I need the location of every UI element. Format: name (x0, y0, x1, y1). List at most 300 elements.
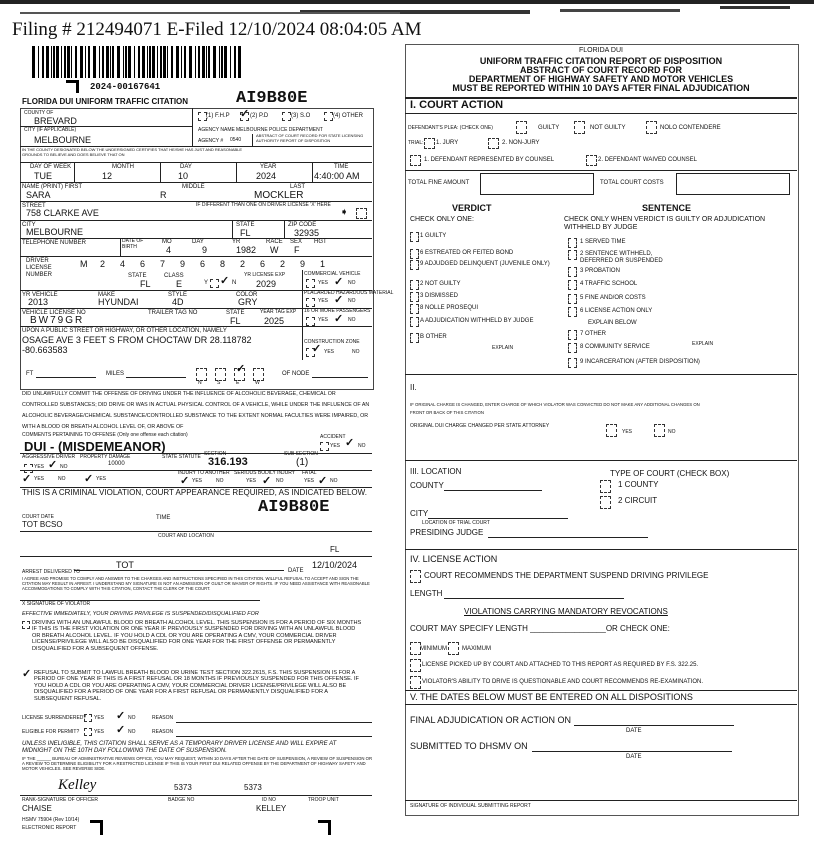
construction-yes-check[interactable]: ✓ (312, 343, 322, 355)
barcode-bar (93, 46, 96, 78)
barcode-bar (230, 46, 231, 78)
dl-y: Y (204, 280, 209, 286)
surr-yes: YES (94, 715, 105, 721)
sentence-option: 4 TRAFFIC SCHOOL (580, 281, 638, 287)
suspended-text: EFFECTIVE IMMEDIATELY, YOUR DRIVING PRIVILEGE IS SUSPENDED/DISQUALIFIED FOR (22, 611, 259, 617)
barcode-bar (149, 46, 151, 78)
style-value: 4D (172, 297, 184, 307)
dl-char: 9 (180, 259, 186, 269)
race-value: W (270, 245, 279, 255)
trial-jury[interactable]: 1. JURY (436, 140, 459, 146)
mo-value: 4 (166, 245, 172, 255)
acc-yes: YES (330, 443, 341, 449)
surr-no-check[interactable]: ✓ (116, 710, 126, 722)
verdict-box[interactable] (410, 249, 419, 259)
trial-non-jury[interactable]: 2. NON-JURY (502, 140, 540, 146)
state-value: FL (240, 228, 251, 238)
barcode-bar (134, 46, 135, 78)
acc-no-check[interactable]: ✓ (345, 437, 355, 449)
elig-yes: YES (94, 729, 105, 735)
fat-no: NO (330, 478, 338, 484)
barcode-bar (219, 46, 220, 78)
month-value: 12 (102, 171, 113, 181)
sentence-option: 9 INCARCERATION (AFTER DISPOSITION) (580, 359, 700, 365)
verdict-box[interactable] (410, 304, 419, 314)
counsel-represented[interactable]: 1. DEFENDANT REPRESENTED BY COUNSEL (424, 157, 555, 163)
corner-mark-br (318, 820, 331, 835)
sentence-box[interactable] (568, 307, 577, 317)
dl-state-label: STATE (128, 273, 147, 279)
city-value: MELBOURNE (34, 135, 92, 145)
mo-label: MO (162, 239, 172, 245)
barcode-bar (224, 46, 227, 78)
minimum-option[interactable]: MINIMUM (420, 646, 447, 652)
section-3-title: III. LOCATION (410, 467, 462, 476)
judge-label: PRESIDING JUDGE (410, 528, 484, 537)
last-label: LAST (290, 184, 306, 190)
plea-not-guilty[interactable]: NOT GUILTY (590, 125, 626, 131)
verdict-box[interactable] (410, 333, 419, 343)
barcode-bar (171, 46, 173, 78)
dl-char: 1 (320, 259, 326, 269)
cdl-no-check[interactable]: ✓ (334, 276, 344, 288)
sentence-box[interactable] (568, 280, 577, 290)
inj-no: NO (216, 478, 224, 484)
barcode-number: 2024-00167641 (90, 82, 161, 92)
ser-yes: YES (246, 478, 257, 484)
make-value: HYUNDAI (98, 297, 139, 307)
elig-no: NO (128, 729, 136, 735)
tag-state-label: STATE (226, 310, 245, 316)
barcode-bar (128, 46, 131, 78)
certify-text: IN THE COUNTY DESIGNATED BELOW THE UNDERSIGNED CERTIFIES THAT HE/SHE HAS JUST AND REASONABLE GROUNDS TO BELIEVE AND DOES BELIEVE THAT ON (22, 147, 243, 157)
barcode-bar (176, 46, 179, 78)
submitted-date-label: DATE (626, 754, 642, 760)
cdl-label: COMMERCIAL VEHICLE (304, 271, 361, 277)
sentence-box[interactable] (568, 330, 577, 340)
row2-yes-1: YES (34, 476, 45, 482)
city-label: CITY (IF APPLICABLE) (24, 127, 77, 133)
sentence-option: 5 FINE AND/OR COSTS (580, 295, 646, 301)
yr-value: 1982 (236, 245, 257, 255)
dl-char: 6 (260, 259, 266, 269)
sentence-explain: EXPLAIN (692, 341, 714, 347)
section-4-title: IV. LICENSE ACTION (410, 554, 498, 564)
sentence-option: EXPLAIN BELOW (588, 320, 637, 326)
dl-char: 7 (160, 259, 166, 269)
officer-signature: Kelley (58, 777, 97, 793)
sentence-box[interactable] (568, 250, 577, 260)
id-label: ID NO (262, 797, 276, 803)
day2-value: 9 (202, 245, 208, 255)
citation-number-2: AI9B80E (258, 498, 330, 517)
loc-city-label: CITY (410, 509, 429, 518)
form-title: FLORIDA DUI UNIFORM TRAFFIC CITATION (22, 97, 189, 106)
top-scan-band (0, 0, 814, 18)
vtag-label: VEHICLE LICENSE NO (22, 310, 86, 316)
serious-no-check[interactable]: ✓ (262, 475, 272, 487)
agg-no: NO (60, 464, 68, 470)
violation-yes-check[interactable]: ✓ (22, 473, 32, 485)
maximum-option[interactable]: MAXIMUM (462, 646, 491, 652)
plea-label: DEFENDANT'S PLEA: (CHECK ONE) (408, 125, 493, 131)
race-label: RACE (266, 239, 283, 245)
dl-char: 6 (200, 259, 206, 269)
inj-yes: YES (192, 478, 203, 484)
dl-label: DRIVER LICENSE NUMBER (26, 258, 53, 278)
bureau-text: IF THE ______ BUREAU OF ADMINISTRATIVE REVIEWS OFFICE, YOU MAY REQUEST, WITHIN 10 DAYS AFTER THE DATE OF SUSPENSION, A REVIEW OF SUSPENSION OR A REVIEW TO DETERMINE ELIGIBILITY FOR A RESTRICTED LICENSE IF THIS IS YOUR FIRST DUI RELATED OFFENSE BY THE DEPARTMENT OF HIGHWAY SAFETY AND MOTOR VEHICLES. SEE REVERSE SIDE. (22, 756, 373, 771)
refusal-check[interactable]: ✓ (22, 668, 32, 680)
dl-char: 2 (100, 259, 106, 269)
construction-label: CONSTRUCTION ZONE (304, 339, 360, 345)
court-type-label: TYPE OF COURT (CHECK BOX) (610, 469, 730, 478)
diff-address-note: IF DIFFERENT THAN ONE ON DRIVER LICENSE 'X' HERE (196, 202, 331, 208)
form-number: HSMV 75904 (Rev 10/14) (22, 817, 80, 823)
offense-text: DID UNLAWFULLY COMMIT THE OFFENSE OF DRIVING UNDER THE INFLUENCE OF ALCOHOLIC BEVERAGE, CHEMICAL OR CONTROLLED SUBSTANCES; DID DRIVE OR WAS IN ACTUAL PHYSICAL CONTROL OF A VEHICLE, WHILE UNDER THE INFLUENCE OF AN ALCOHOLIC BEVERAGE/CHEMICAL SUBSTANCE/CONTROLLED SUBSTANCE TO THE EXTENT NORMAL FACULTIES WERE IMPAIRED, OR WITH A BLOOD OR BREATH ALCOHOL LEVEL OF, OR ABOVE OF (22, 391, 370, 430)
corner-mark (66, 80, 79, 93)
hgt-label: HGT (314, 239, 327, 245)
first-name: SARA (26, 190, 51, 200)
hazmat-label: PLACARDED HAZARDOUS MATERIAL (304, 290, 394, 296)
sentence-option: 7 OTHER (580, 331, 607, 337)
barcode-bar (213, 46, 216, 78)
section-1-title: I. COURT ACTION (410, 99, 504, 111)
barcode (32, 46, 242, 78)
barcode-bar (53, 46, 55, 78)
hazmat-no-check[interactable]: ✓ (334, 294, 344, 306)
dl-exp-value: 2029 (256, 279, 277, 289)
sentence-sub: CHECK ONLY WHEN VERDICT IS GUILTY OR ADJUDICATION WITHHELD BY JUDGE (564, 216, 766, 232)
dl-char: 4 (120, 259, 126, 269)
costs-label: TOTAL COURT COSTS (600, 180, 664, 186)
accident-label: ACCIDENT (320, 434, 346, 440)
location-value: OSAGE AVE 3 FEET S FROM CHOCTAW DR 28.118782 -80.663583 (22, 335, 252, 356)
section-value: 316.193 (208, 456, 248, 468)
verdict-sub: CHECK ONLY ONE: (410, 216, 474, 223)
barcode-bar (112, 46, 114, 78)
abstract-note: ABSTRACT OF COURT RECORD FOR STATE LICENSING AUTHORITY REPORT OF DISPOSITION (256, 133, 364, 143)
class-label: CLASS (164, 273, 184, 279)
barcode-bar (202, 46, 205, 78)
agency-name-value: MELBOURNE POLICE DEPARTMENT (236, 127, 323, 133)
sec2-no: NO (668, 429, 676, 435)
agg-yes: YES (34, 464, 45, 470)
sentence-option: 3 PROBATION (580, 268, 620, 274)
suspend-option-1: DRIVING WITH AN UNLAWFUL BLOOD OR BREATH ALCOHOL LEVEL. THIS SUSPENSION IS FOR A PERIOD OF SIX MONTHS IF THIS IS THE FIRST VIOLATION OR ONE YEAR IF PREVIOUSLY SUSPENDED FOR DRIVING WITH AN UNLAWFUL BLOOD OR BREATH ALCOHOL LEVEL. IF YOU HOLD A CDL OR YOU ARE OPERATING A CMV, YOUR COMMERCIAL DRIVER LICENSE/PRIVILEGE WILL ALSO BE DISQUALIFIED FOR ONE YEAR FOR THE FIRST OFFENSE OR PERMANENTLY DISQUALIFIED FOR A SUBSEQUENT OFFENSE. (32, 620, 362, 652)
dl-check[interactable]: ✓ (220, 275, 230, 287)
court-county[interactable]: 1 COUNTY (618, 480, 659, 489)
property-yes-check[interactable]: ✓ (84, 473, 94, 485)
court-circuit[interactable]: 2 CIRCUIT (618, 496, 658, 505)
final-adjudication-label: FINAL ADJUDICATION OR ACTION ON (410, 715, 572, 725)
filing-header: Filing # 212494071 E-Filed 12/10/2024 08:04:05 AM (12, 19, 422, 40)
barcode-bar (64, 46, 66, 78)
statute-label: STATE STATUTE (162, 454, 201, 460)
barcode-bar (106, 46, 109, 78)
dl-n: N (232, 280, 237, 286)
costs-input[interactable] (676, 173, 790, 195)
barcode-bar (125, 46, 127, 78)
aggressive-label: AGGRESSIVE DRIVER (22, 454, 76, 460)
specify-length: COURT MAY SPECIFY LENGTH _________________OR CHECK ONE: (410, 624, 670, 633)
reason-label-1: REASON (152, 715, 174, 721)
verdict-box[interactable] (410, 280, 419, 290)
corner-mark-bl (90, 820, 103, 835)
sentence-option: 1 SERVED TIME (580, 239, 626, 245)
sentence-option: 2 SENTENCE WITHHELD, DEFERRED OR SUSPENDED (580, 251, 663, 264)
cdl-no: NO (348, 280, 356, 286)
submitter-signature-label: SIGNATURE OF INDIVIDUAL SUBMITTING REPORT (410, 803, 531, 809)
agency-opt-other[interactable]: (4) OTHER (333, 113, 363, 119)
recommend-suspend[interactable]: COURT RECOMMENDS THE DEPARTMENT SUSPEND DRIVING PRIVILEGE (424, 571, 709, 580)
barcode-bar (102, 46, 104, 78)
tag-exp-value: 2025 (264, 316, 285, 326)
barcode-bar (189, 46, 192, 78)
county-label: COUNTY OF (24, 110, 54, 116)
barcode-bar (99, 46, 100, 78)
day2-label: DAY (192, 239, 204, 245)
dow-label: DAY OF WEEK (30, 164, 72, 170)
plea-guilty[interactable]: GUILTY (538, 125, 560, 131)
verdict-option: 3 DISMISSED (420, 293, 459, 299)
violator-signature-label: X SIGNATURE OF VIOLATOR (22, 601, 91, 607)
dl-char: 2 (240, 259, 246, 269)
sec2-yes: YES (622, 429, 633, 435)
sentence-box[interactable] (568, 267, 577, 277)
barcode-bar (110, 46, 111, 78)
agency-pd-check[interactable]: ✓ (240, 108, 250, 120)
id-name: KELLEY (256, 804, 287, 813)
tag-exp-label: YEAR TAG EXP (260, 309, 297, 315)
rank-label: RANK-SIGNATURE OF OFFICER (22, 797, 99, 803)
barcode-bar (238, 46, 241, 78)
verdict-box[interactable] (410, 317, 419, 327)
sentence-box[interactable] (568, 294, 577, 304)
badge-label: BADGE NO (168, 797, 195, 803)
badge-value: 5373 (174, 783, 192, 792)
plea-nolo[interactable]: NOLO CONTENDERE (660, 125, 721, 131)
counsel-waived[interactable]: 2. DEFENDANT WAIVED COUNSEL (598, 157, 698, 163)
section-label: SECTION (204, 451, 227, 457)
dob-label: DATE OF BIRTH (122, 238, 144, 250)
fatal-no-check[interactable]: ✓ (318, 475, 328, 487)
fine-input[interactable] (480, 173, 594, 195)
agree-text: I AGREE AND PROMISE TO COMPLY AND ANSWER TO THE CHARGES AND INSTRUCTIONS SPECIFIED IN THIS CITATION. WILLFUL REFUSAL TO ACCEPT AND SIGN THE CITATION MAY RESULT IN ARREST. I UNDERSTAND MY SIGNATURE IS NOT AN ADMISSION OF GUILT OR WAIVER OF RIGHTS. IF YOU NEED ASSISTANCE WITH REASONABLE ACCOMMODATIONS TO COMPLY WITH THIS CITATION, CONTACT THE CLERK OF THE COURT. (22, 576, 370, 591)
barcode-bar (38, 46, 39, 78)
name-label: NAME (PRINT) FIRST (22, 184, 82, 190)
barcode-bar (42, 46, 44, 78)
barcode-bar (160, 46, 162, 78)
title-line-0: FLORIDA DUI (579, 47, 623, 54)
comments-value: DUI - (MISDEMEANOR) (24, 439, 166, 454)
section-2-text2: ORIGINAL DUI CHARGE CHANGED PER STATE ATTORNEY (410, 423, 550, 429)
pass-no-check[interactable]: ✓ (334, 313, 344, 325)
month-label: MONTH (112, 164, 134, 170)
surr-no: NO (128, 715, 136, 721)
vtag-value: BW79GR (30, 315, 85, 326)
barcode-bar (138, 46, 140, 78)
court-date-label: COURT DATE (22, 514, 54, 520)
arrow-icon: ➧ (340, 207, 349, 218)
ser-no: NO (276, 478, 284, 484)
reason-label-2: REASON (152, 729, 174, 735)
verdict-option: 2 NOT GUILTY (420, 281, 461, 287)
length-label: LENGTH (410, 589, 443, 598)
yr-vehicle-value: 2013 (28, 297, 49, 307)
barcode-bar (88, 46, 90, 78)
color-value: GRY (238, 297, 258, 307)
sex-label: SEX (290, 239, 303, 245)
verdict-option: B OTHER (420, 334, 447, 340)
fatal-label: FATAL (302, 470, 317, 476)
barcode-bar (51, 46, 52, 78)
barcode-bar (147, 46, 148, 78)
barcode-bar (181, 46, 182, 78)
barcode-bar (80, 46, 83, 78)
barcode-bar (152, 46, 155, 78)
section-2-title: II. (410, 383, 417, 392)
verdict-option: 1 GUILTY (420, 233, 447, 239)
yr-label: YR (232, 239, 241, 245)
dl-char: 8 (220, 259, 226, 269)
license-picked-up[interactable]: LICENSE PICKED UP BY COURT AND ATTACHED TO THIS REPORT AS REQUIRED BY F.S. 322.25. (422, 662, 699, 668)
acc-no: NO (358, 443, 366, 449)
location-label: UPON A PUBLIC STREET OR HIGHWAY, OR OTHER LOCATION, NAMELY (22, 328, 227, 334)
barcode-bar (85, 46, 86, 78)
court-date-value: TOT BCSO (22, 520, 63, 529)
submitted-label: SUBMITTED TO DHSMV ON (410, 741, 528, 751)
court-loc-label: COURT AND LOCATION (158, 533, 214, 539)
citation-number: AI9B80E (236, 89, 308, 108)
loc-county-label: COUNTY (410, 481, 444, 490)
title-line-3: DEPARTMENT OF HIGHWAY SAFETY AND MOTOR VEHICLES (468, 74, 734, 84)
title-line-1: UNIFORM TRAFFIC CITATION REPORT OF DISPOSITION (479, 56, 723, 66)
dl-char: 6 (140, 259, 146, 269)
sentence-box[interactable] (568, 343, 577, 353)
final-date-label: DATE (626, 728, 642, 734)
section-5-title: V. THE DATES BELOW MUST BE ENTERED ON ALL DISPOSITIONS (410, 692, 693, 702)
surrendered-label: LICENSE SURRENDERED? (22, 715, 87, 721)
zip-value: 32935 (294, 228, 320, 238)
direction-label: N (198, 380, 202, 386)
agency-name-label: AGENCY NAME (198, 127, 235, 133)
verdict-option: 8 NOLLE PROSEQUI (420, 305, 479, 311)
arrest-date-value: 12/10/2024 (312, 560, 358, 570)
day-value: 10 (178, 171, 189, 181)
sentence-option: 8 COMMUNITY SERVICE (580, 344, 650, 350)
ability-questionable[interactable]: VIOLATOR'S ABILITY TO DRIVE IS QUESTIONABLE AND COURT RECOMMENDS RE-EXAMINATION. (422, 679, 703, 685)
middle-name: R (160, 190, 167, 200)
agency-opt-fhp[interactable]: (1) F.H.P (206, 113, 230, 119)
sex-value: F (294, 245, 300, 255)
verdict-option: 9 ADJUDGED DELINQUENT (JUVENILE ONLY) (420, 261, 550, 267)
row2-yes-2: YES (96, 476, 107, 482)
barcode-bar (195, 46, 196, 78)
verdict-box[interactable] (410, 260, 419, 270)
elig-no-check[interactable]: ✓ (116, 724, 126, 736)
city2-value: MELBOURNE (26, 227, 84, 237)
street-value: 758 CLARKE AVE (26, 208, 99, 218)
time2-label: TIME (156, 515, 171, 521)
dl-char: 2 (280, 259, 286, 269)
barcode-bar (46, 46, 49, 78)
city2-label: CITY (22, 222, 36, 228)
sentence-title: SENTENCE (642, 203, 692, 213)
verdict-explain: EXPLAIN (492, 345, 514, 351)
row2-no-1: NO (58, 476, 66, 482)
direction-label: E (236, 380, 240, 386)
loc-trial-label: LOCATION OF TRIAL COURT (422, 520, 490, 526)
property-label: PROPERTY DAMAGE (80, 454, 131, 460)
troop-label: TROOP UNIT (308, 797, 339, 803)
street-label: STREET (22, 203, 46, 209)
hazmat-no: NO (348, 298, 356, 304)
diff-address-box[interactable] (356, 208, 367, 219)
agg-no-check[interactable]: ✓ (48, 459, 58, 471)
pass-yes: YES (318, 317, 329, 323)
agency-opt-so[interactable]: (3) S.O (291, 113, 311, 119)
verdict-box[interactable] (410, 292, 419, 302)
dl-char: M (80, 259, 88, 269)
verdict-option: 6 ESTREATED OR FEITED BOND (420, 250, 514, 256)
rank-value: CHAISE (22, 804, 52, 813)
agency-opt-pd[interactable]: (2) P.D (250, 113, 269, 119)
dl-exp-label: YR LICENSE EXP (244, 272, 286, 278)
barcode-bar (142, 46, 145, 78)
barcode-bar (117, 46, 120, 78)
barcode-bar (234, 46, 236, 78)
barcode-bar (32, 46, 35, 78)
sentence-box[interactable] (568, 238, 577, 248)
comments-label: COMMENTS PERTAINING TO OFFENSE (Only one offense each citation) (22, 432, 188, 438)
barcode-bar (56, 46, 59, 78)
id-value: 5373 (244, 783, 262, 792)
color-label: COLOR (236, 292, 258, 298)
title-line-4: MUST BE REPORTED WITHIN 10 DAYS AFTER FINAL ADJUDICATION (452, 83, 750, 93)
barcode-bar (198, 46, 200, 78)
electronic-report: ELECTRONIC REPORT (22, 825, 77, 831)
arrest-label: ARREST DELIVERED TO (22, 569, 81, 575)
agency-no-label: AGENCY # (198, 138, 224, 144)
pass-no: NO (348, 317, 356, 323)
tag-state-value: FL (230, 316, 241, 326)
dl-char: 9 (300, 259, 306, 269)
agency-no-value: 0540 (230, 137, 242, 143)
direction-label: W (255, 380, 260, 386)
fine-label: TOTAL FINE AMOUNT (408, 180, 470, 186)
criminal-text: THIS IS A CRIMINAL VIOLATION, COURT APPEARANCE REQUIRED, AS INDICATED BELOW. (22, 488, 367, 497)
direction-check[interactable]: ✓ (236, 363, 246, 375)
time-value: 4:40:00 AM (314, 171, 360, 181)
barcode-bar (167, 46, 168, 78)
const-no: NO (352, 349, 360, 355)
fl-label: FL (330, 545, 340, 554)
style-label: STYLE (168, 292, 188, 298)
last-name: MOCKLER (254, 190, 304, 201)
arrest-value: TOT (116, 560, 134, 570)
suspend-option-2: REFUSAL TO SUBMIT TO LAWFUL BREATH BLOOD OR URINE TEST SECTION 322.2615, F.S. THIS SUSPENSION IS FOR A PERIOD OF ONE YEAR IF THIS IS A FIRST REFUSAL OR 18 MONTHS IF PREVIOUSLY SUSPENDED FOR THIS OFFENSE. IF YOU HOLD A CDL OR YOU ARE OPERATING A CMV, YOUR COMMERCIAL DRIVER LICENSE/PRIVILEGE WILL ALSO BE DISQUALIFIED FOR A PERIOD OF ONE YEAR FOR A FIRST REFUSAL OR PERMANENTLY DISQUALIFIED FOR A SUBSEQUENT REFUSAL. (34, 670, 359, 702)
eligible-label: ELIGIBLE FOR PERMIT? (22, 729, 80, 735)
verdict-box[interactable] (410, 232, 419, 242)
sentence-box[interactable] (568, 358, 577, 368)
county-value: BREVARD (34, 116, 77, 126)
barcode-bar (123, 46, 124, 78)
direction-label: S (217, 380, 221, 386)
injury-yes-check[interactable]: ✓ (180, 475, 190, 487)
phone-label: TELEPHONE NUMBER (22, 240, 87, 246)
barcode-bar (206, 46, 207, 78)
violations-title: VIOLATIONS CARRYING MANDATORY REVOCATIONS (464, 607, 668, 616)
